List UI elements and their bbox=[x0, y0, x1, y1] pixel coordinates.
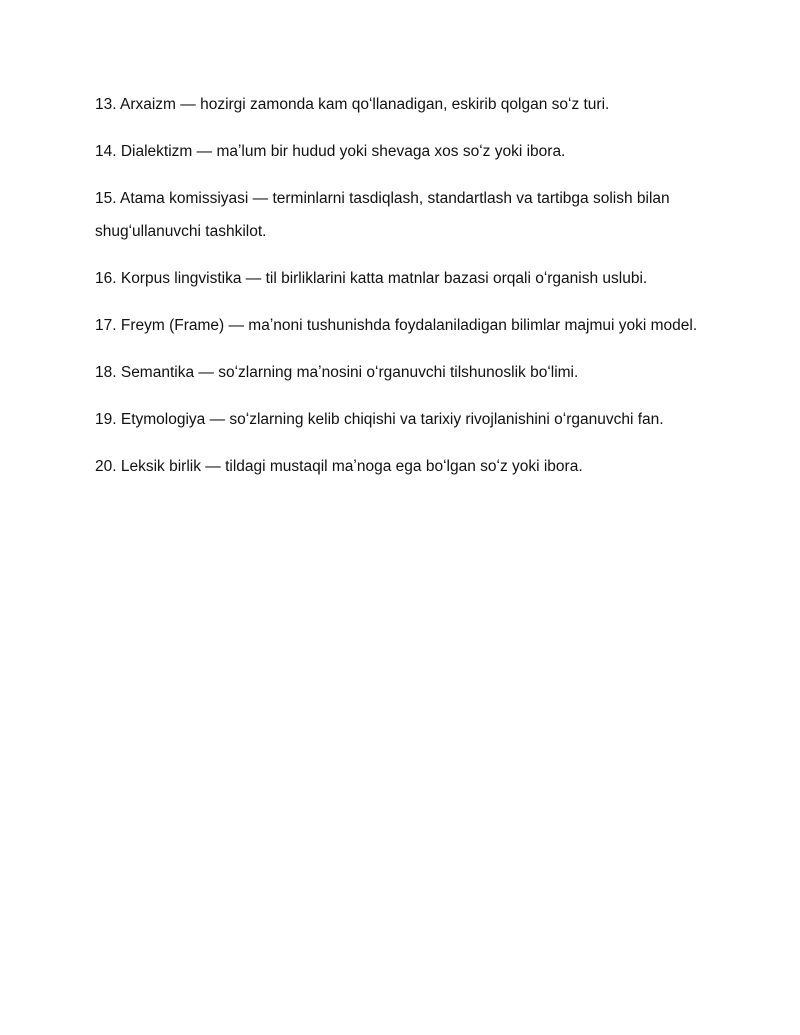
glossary-entry-19: 19. Etymologiya — soʻzlarning kelib chiqishi va tarixiy rivojlanishini oʻrganuvchi fan. bbox=[95, 411, 664, 428]
glossary-entry-13: 13. Arxaizm — hozirgi zamonda kam qoʻllanadigan, eskirib qolgan soʻz turi. bbox=[95, 96, 610, 113]
glossary-list bbox=[95, 88, 710, 497]
glossary-entry-16: 16. Korpus lingvistika — til birliklarini katta matnlar bazasi orqali oʻrganish uslubi. bbox=[95, 270, 648, 287]
glossary-entry-18: 18. Semantika — soʻzlarning maʼnosini oʻrganuvchi tilshunoslik boʻlimi. bbox=[95, 364, 579, 381]
glossary-entry-14: 14. Dialektizm — maʼlum bir hudud yoki shevaga xos soʻz yoki ibora. bbox=[95, 143, 566, 160]
glossary-entry-17: 17. Freym (Frame) — maʼnoni tushunishda foydalaniladigan bilimlar majmui yoki model. bbox=[95, 317, 698, 334]
glossary-entry-20: 20. Leksik birlik — tildagi mustaqil maʼnoga ega boʻlgan soʻz yoki ibora. bbox=[95, 458, 583, 475]
glossary-entry-15: 15. Atama komissiyasi — terminlarni tasdiqlash, standartlash va tartibga solish bilan shugʻullanuvchi tashkilot. bbox=[95, 190, 670, 240]
